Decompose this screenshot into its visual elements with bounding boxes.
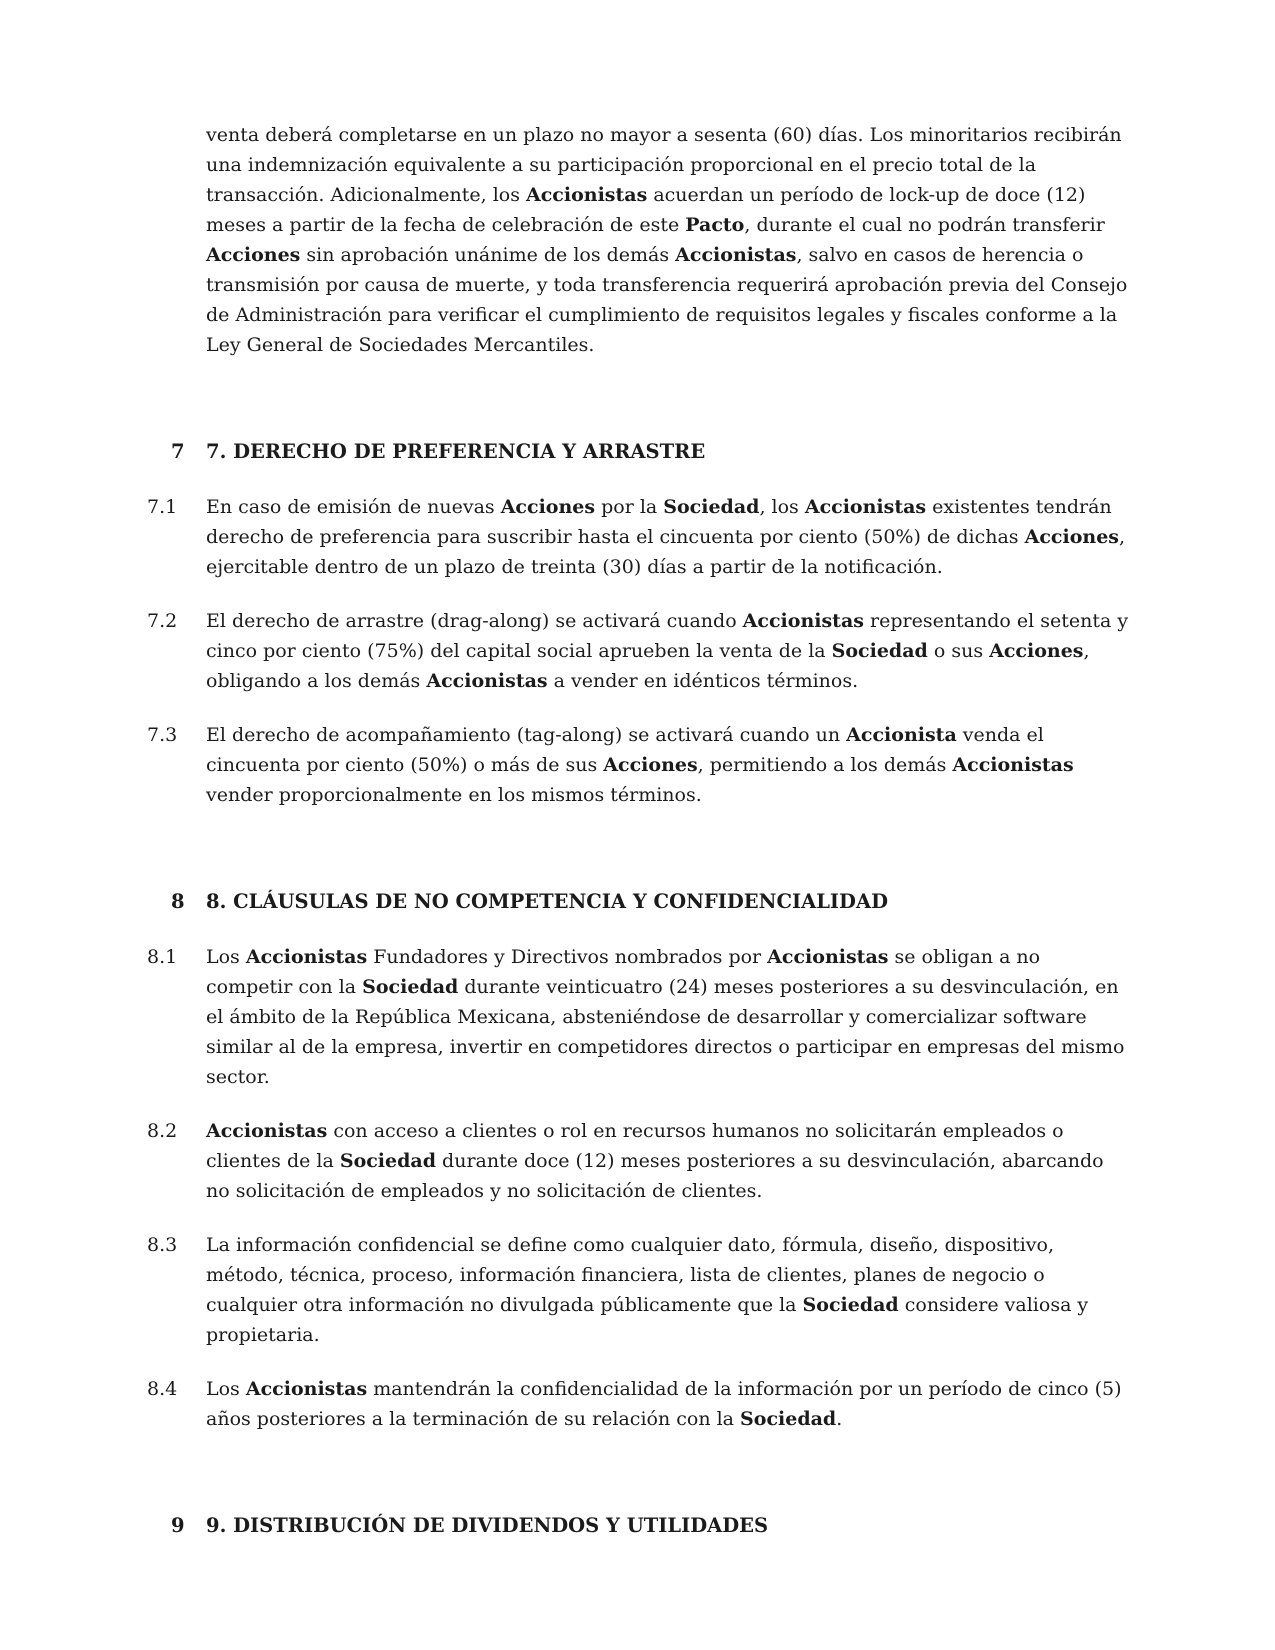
clause-7-2	[147, 606, 1130, 696]
clause-8-4-text: Los Accionistas mantendrán la confidencialidad de la información por un período de cinco (5) años posteriores a la terminación de su relación con la Sociedad.	[206, 1378, 1122, 1430]
clause-8-4-number: 8.4	[147, 1378, 178, 1400]
clause-7-2-text: El derecho de arrastre (drag-along) se activará cuando Accionistas representando el setenta y cinco por ciento (75%) del capital social aprueben la venta de la Sociedad o sus Acciones, obligando a los demás Accionistas a vender en idénticos términos.	[206, 610, 1129, 692]
section-9-title: 9. DISTRIBUCIÓN DE DIVIDENDOS Y UTILIDADES	[206, 1514, 769, 1537]
clause-8-1	[147, 942, 1130, 1092]
section-8-heading	[171, 886, 1130, 918]
clause-8-4	[147, 1374, 1130, 1434]
section-9-heading	[171, 1510, 1130, 1542]
clause-7-1-number: 7.1	[147, 496, 178, 518]
clause-7-3	[147, 720, 1130, 810]
clause-8-2	[147, 1116, 1130, 1206]
section-7-number: 7	[171, 440, 185, 463]
clause-8-3	[147, 1230, 1130, 1350]
section-9-number: 9	[171, 1514, 185, 1537]
section-8-number: 8	[171, 890, 185, 913]
clause-7-2-number: 7.2	[147, 610, 178, 632]
section-7-title: 7. DERECHO DE PREFERENCIA Y ARRASTRE	[206, 440, 706, 463]
clause-7-1-text: En caso de emisión de nuevas Acciones por la Sociedad, los Accionistas existentes tendrán derecho de preferencia para suscribir hasta el cincuenta por ciento (50%) de dichas Acciones, ejercitable dentro de un plazo de treinta (30) días a partir de la notificación.	[206, 496, 1126, 578]
clause-8-2-number: 8.2	[147, 1120, 178, 1142]
clause-8-1-text: Los Accionistas Fundadores y Directivos nombrados por Accionistas se obligan a no competir con la Sociedad durante veinticuatro (24) meses posteriores a su desvinculación, en el ámbito de la República Mexicana, absteniéndose de desarrollar y comercializar software similar al de la empresa, invertir en competidores directos o participar en empresas del mismo sector.	[206, 946, 1125, 1088]
clause-8-3-text: La información confidencial se define como cualquier dato, fórmula, diseño, dispositivo, método, técnica, proceso, información financiera, lista de clientes, planes de negocio o cualquier otra información no divulgada públicamente que la Sociedad considere valiosa y propietaria.	[206, 1234, 1089, 1346]
clause-7-3-number: 7.3	[147, 724, 178, 746]
section-8-title: 8. CLÁUSULAS DE NO COMPETENCIA Y CONFIDENCIALIDAD	[206, 890, 889, 913]
clause-8-2-text: Accionistas con acceso a clientes o rol en recursos humanos no solicitarán empleados o clientes de la Sociedad durante doce (12) meses posteriores a su desvinculación, abarcando no solicitación de empleados y no solicitación de clientes.	[206, 1120, 1104, 1202]
clause-7-1	[147, 492, 1130, 582]
section-7-heading	[171, 436, 1130, 468]
clause-8-1-number: 8.1	[147, 946, 178, 968]
intro-paragraph: venta deberá completarse en un plazo no mayor a sesenta (60) días. Los minoritarios recibirán una indemnización equivalente a su participación proporcional en el precio total de la transacción. Adicionalmente, los Accionistas acuerdan un período de lock-up de doce (12) meses a partir de la fecha de celebración de este Pacto, durante el cual no podrán transferir Acciones sin aprobación unánime de los demás Accionistas, salvo en casos de herencia o transmisión por causa de muerte, y toda transferencia requerirá aprobación previa del Consejo de Administración para verificar el cumplimiento de requisitos legales y fiscales conforme a la Ley General de Sociedades Mercantiles.	[206, 124, 1128, 356]
clause-8-3-number: 8.3	[147, 1234, 178, 1256]
clause-7-3-text: El derecho de acompañamiento (tag-along) se activará cuando un Accionista venda el cincuenta por ciento (50%) o más de sus Acciones, permitiendo a los demás Accionistas vender proporcionalmente en los mismos términos.	[206, 724, 1074, 806]
